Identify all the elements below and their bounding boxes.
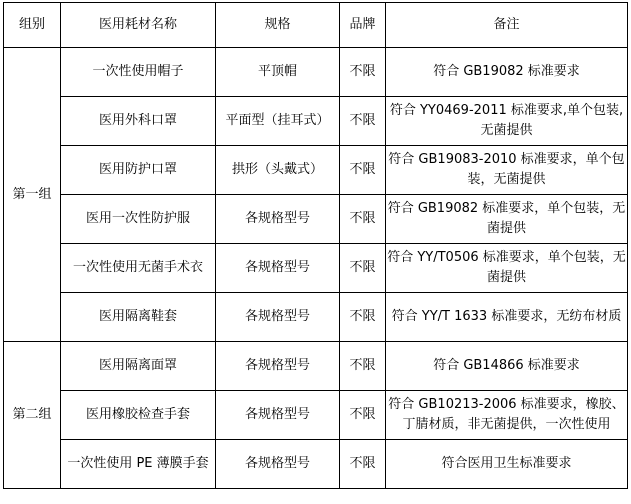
item-brand: 不限 <box>340 244 386 293</box>
item-remark: 符合医用卫生标准要求 <box>386 440 628 489</box>
table-row <box>4 48 628 97</box>
item-name: 医用防护口罩 <box>61 146 216 195</box>
item-brand: 不限 <box>340 195 386 244</box>
item-spec: 各规格型号 <box>216 195 340 244</box>
table-row <box>4 391 628 440</box>
item-name: 医用隔离鞋套 <box>61 293 216 342</box>
item-spec: 平面型（挂耳式） <box>216 97 340 146</box>
item-spec: 各规格型号 <box>216 391 340 440</box>
item-brand: 不限 <box>340 97 386 146</box>
item-name: 医用外科口罩 <box>61 97 216 146</box>
item-name: 一次性使用 PE 薄膜手套 <box>61 440 216 489</box>
header-group: 组别 <box>4 3 61 48</box>
item-name: 一次性使用帽子 <box>61 48 216 97</box>
item-spec: 平顶帽 <box>216 48 340 97</box>
item-spec: 各规格型号 <box>216 244 340 293</box>
item-spec: 各规格型号 <box>216 342 340 391</box>
item-brand: 不限 <box>340 440 386 489</box>
item-name: 医用橡胶检查手套 <box>61 391 216 440</box>
consumables-table <box>3 2 628 489</box>
table-row <box>4 146 628 195</box>
item-brand: 不限 <box>340 293 386 342</box>
item-remark: 符合 YY0469-2011 标准要求,单个包装,无菌提供 <box>386 97 628 146</box>
table-row <box>4 97 628 146</box>
item-remark: 符合 GB14866 标准要求 <box>386 342 628 391</box>
table-row <box>4 293 628 342</box>
item-remark: 符合 GB10213-2006 标准要求，橡胶、丁腈材质，非无菌提供，一次性使用 <box>386 391 628 440</box>
item-remark: 符合 YY/T 1633 标准要求，无纺布材质 <box>386 293 628 342</box>
table-row <box>4 440 628 489</box>
item-brand: 不限 <box>340 48 386 97</box>
item-spec: 各规格型号 <box>216 293 340 342</box>
item-brand: 不限 <box>340 391 386 440</box>
item-name: 医用隔离面罩 <box>61 342 216 391</box>
item-remark: 符合 GB19082 标准要求 <box>386 48 628 97</box>
table-row <box>4 342 628 391</box>
group-label: 第一组 <box>4 48 61 342</box>
item-name: 一次性使用无菌手术衣 <box>61 244 216 293</box>
item-name: 医用一次性防护服 <box>61 195 216 244</box>
header-item-name: 医用耗材名称 <box>61 3 216 48</box>
header-remark: 备注 <box>386 3 628 48</box>
item-brand: 不限 <box>340 146 386 195</box>
item-remark: 符合 GB19082 标准要求，单个包装，无菌提供 <box>386 195 628 244</box>
group-label: 第二组 <box>4 342 61 489</box>
header-row <box>4 3 628 48</box>
item-spec: 拱形（头戴式） <box>216 146 340 195</box>
table-row <box>4 195 628 244</box>
item-remark: 符合 YY/T0506 标准要求，单个包装，无菌提供 <box>386 244 628 293</box>
header-spec: 规格 <box>216 3 340 48</box>
header-brand: 品牌 <box>340 3 386 48</box>
item-brand: 不限 <box>340 342 386 391</box>
table-row <box>4 244 628 293</box>
item-remark: 符合 GB19083-2010 标准要求，单个包装，无菌提供 <box>386 146 628 195</box>
item-spec: 各规格型号 <box>216 440 340 489</box>
